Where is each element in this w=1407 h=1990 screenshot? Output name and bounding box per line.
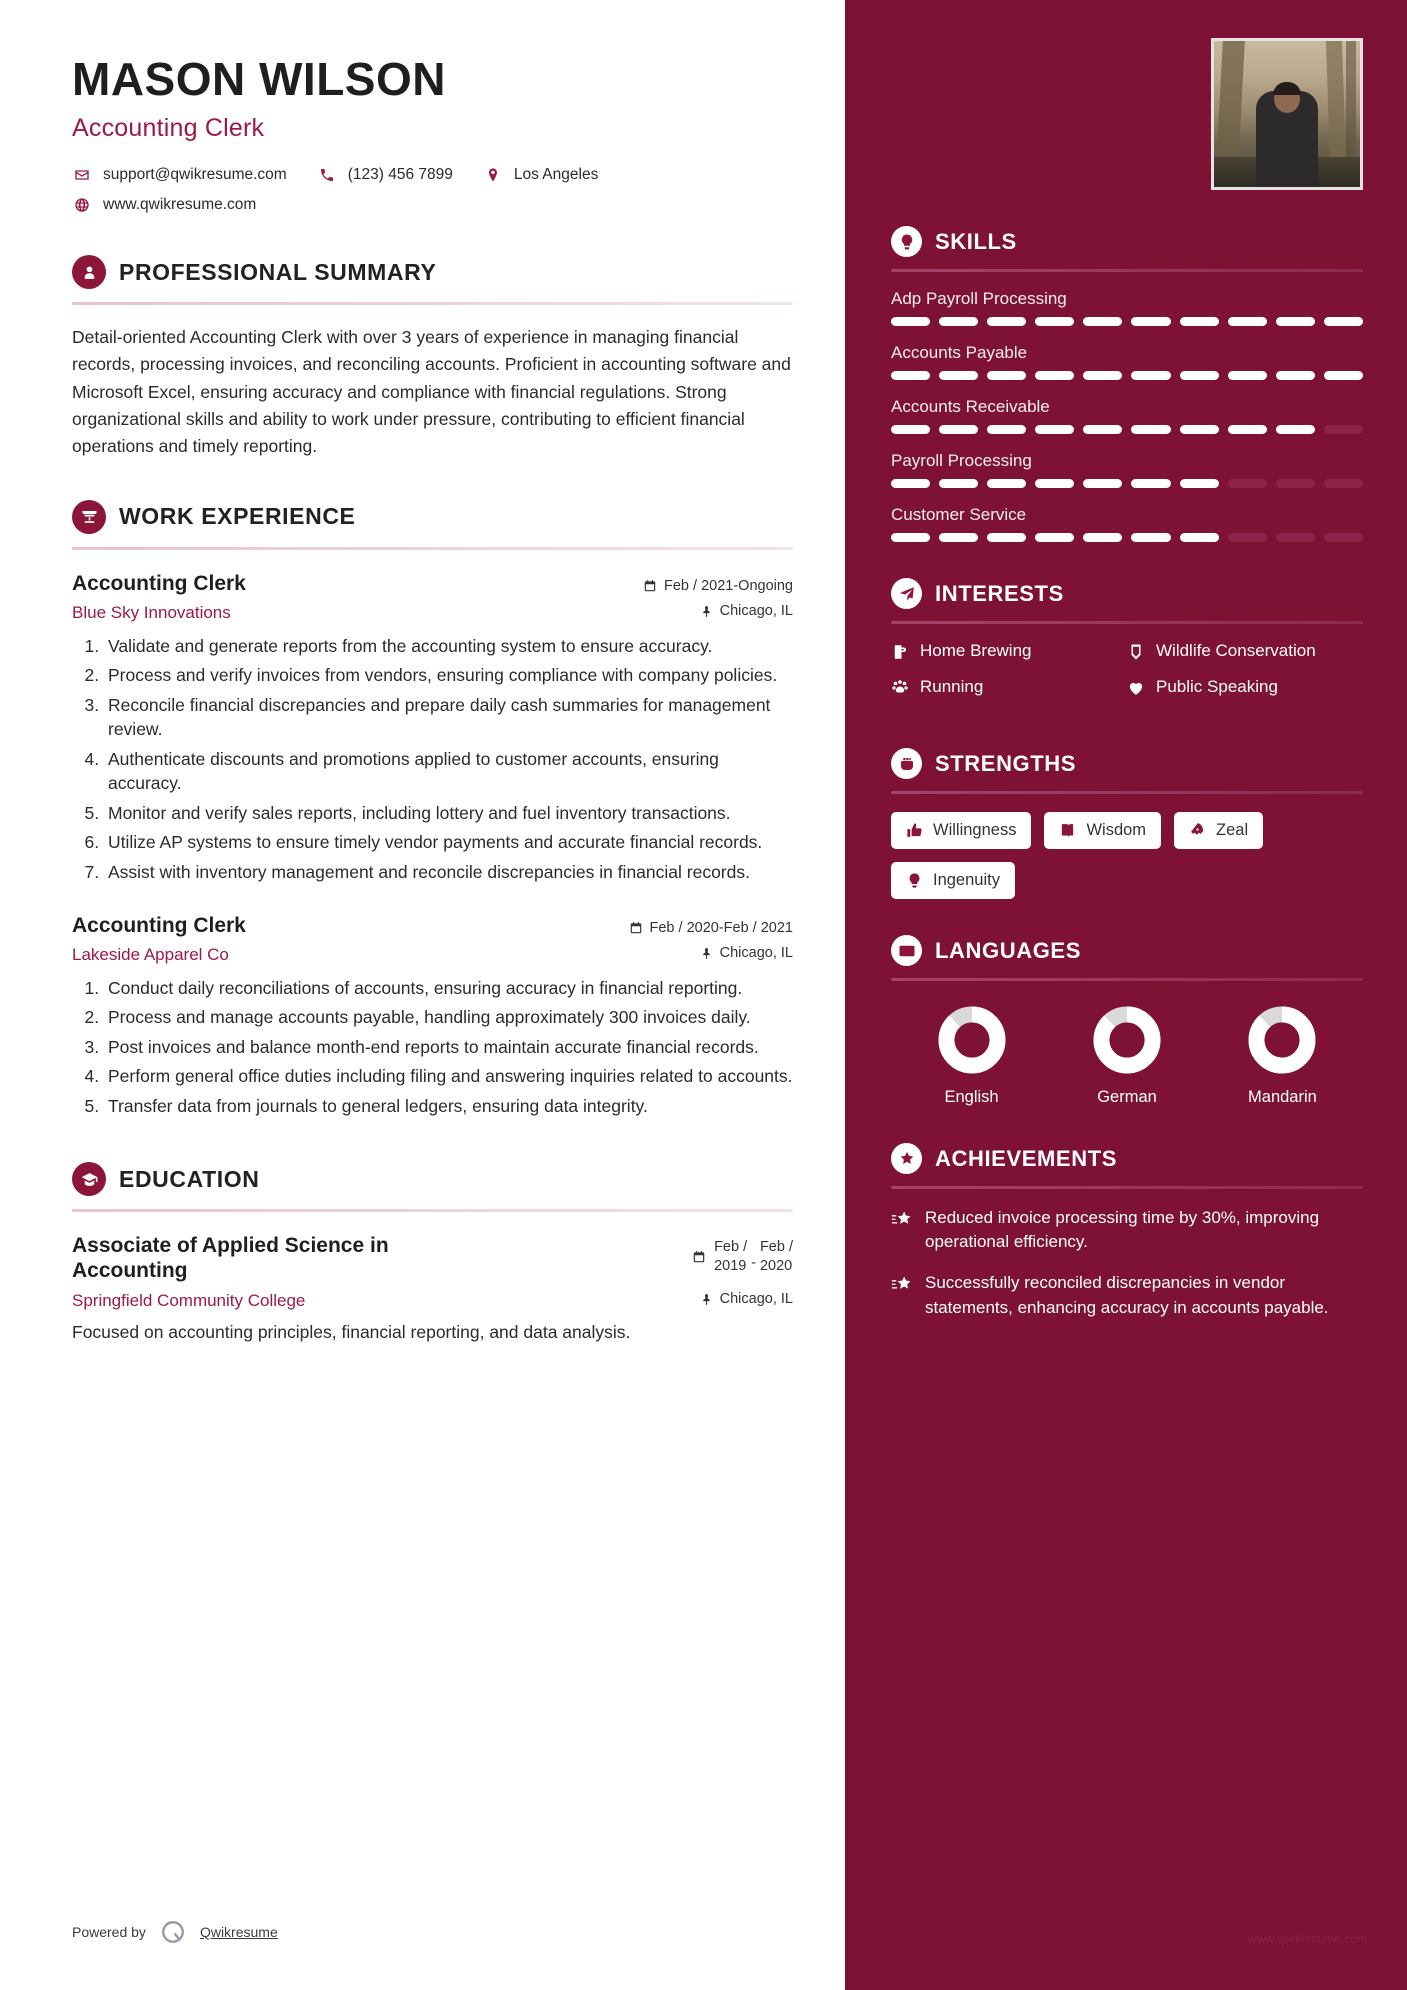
skill-segment: [1276, 371, 1315, 380]
interest-label: Running: [920, 677, 984, 697]
duty-item: 5. Transfer data from journals to general ledgers, ensuring data integrity.: [104, 1094, 793, 1119]
experience-title: Accounting Clerk: [72, 571, 246, 595]
speaking-icon: [1127, 679, 1145, 697]
experience-item: [72, 914, 793, 1118]
skill-segment: [1228, 425, 1267, 434]
skill-segment: [1131, 479, 1170, 488]
skill-segment: [1228, 371, 1267, 380]
section-education: [72, 1162, 793, 1345]
experience-header: [72, 914, 793, 939]
skill-segment: [939, 371, 978, 380]
strength-label: Ingenuity: [933, 871, 1000, 890]
experience-subheader: [72, 945, 793, 965]
section-work-experience: [72, 500, 793, 1119]
strength-item: [891, 862, 1015, 899]
experience-location: [700, 603, 793, 619]
wildlife-icon: [1127, 643, 1145, 661]
section-divider: [891, 269, 1363, 272]
section-achievements: [891, 1143, 1363, 1320]
experience-subheader: [72, 603, 793, 623]
education-date-end-line1: Feb /: [759, 1239, 793, 1256]
education-date-start-line1: Feb /: [714, 1239, 748, 1256]
skill-segment: [1035, 479, 1074, 488]
experience-header: [72, 572, 793, 597]
education-header: [72, 1234, 793, 1284]
section-divider: [72, 302, 793, 305]
skill-item: [891, 451, 1363, 488]
avatar: [1211, 38, 1363, 190]
strength-item: [1044, 812, 1161, 849]
donut-value: [1257, 1015, 1308, 1066]
interest-item: [891, 676, 1127, 698]
duty-item: 7. Assist with inventory management and reconcile discrepancies in financial records.: [104, 860, 793, 885]
education-dates: [692, 1234, 793, 1274]
language-label: German: [1097, 1088, 1157, 1107]
star-badge-icon: [891, 1143, 922, 1174]
section-languages: [891, 935, 1363, 1107]
skill-label: Accounts Receivable: [891, 397, 1050, 416]
skill-segment: [1324, 533, 1363, 542]
skill-segment: [1276, 479, 1315, 488]
experience-company: Lakeside Apparel Co: [72, 944, 229, 964]
contact-location-text: Los Angeles: [513, 166, 599, 184]
interest-item: [891, 640, 1127, 662]
svg-text:A: A: [900, 948, 905, 955]
skill-segment: [891, 479, 930, 488]
skill-segment: [1083, 533, 1122, 542]
skill-segment: [891, 317, 930, 326]
language-donut-chart: [1245, 1003, 1319, 1077]
section-strengths: [891, 748, 1363, 899]
skill-segment: [939, 533, 978, 542]
qwikresume-link[interactable]: Qwikresume: [199, 1924, 278, 1940]
section-divider: [891, 791, 1363, 794]
interest-item: [1127, 676, 1363, 698]
skill-segment: [1035, 317, 1074, 326]
section-header: [891, 935, 1363, 966]
achievement-item: [891, 1271, 1363, 1319]
section-header: [72, 500, 793, 534]
lightbulb-icon: [891, 226, 922, 257]
skill-segment: [987, 533, 1026, 542]
skill-segment: [891, 425, 930, 434]
section-title: LANGUAGES: [935, 937, 1081, 963]
education-date-end-line2: 2020: [759, 1257, 793, 1274]
strength-label: Willingness: [933, 821, 1017, 840]
right-sidebar: [845, 0, 1407, 1990]
running-icon: [891, 679, 909, 697]
powered-by-label: Powered by: [72, 1924, 146, 1940]
job-role-subtitle: Accounting Clerk: [72, 114, 265, 143]
skill-segment: [1131, 317, 1170, 326]
section-title: SKILLS: [935, 228, 1017, 254]
experience-duties: [72, 976, 793, 1119]
date-separator: -: [751, 1254, 756, 1271]
beer-icon: [891, 643, 909, 661]
achievement-item: [891, 1206, 1363, 1254]
skill-segment: [891, 533, 930, 542]
section-title: WORK EXPERIENCE: [119, 503, 356, 530]
experience-duties: [72, 634, 793, 885]
section-title: EDUCATION: [119, 1165, 260, 1192]
skill-label: Adp Payroll Processing: [891, 289, 1067, 308]
interest-label: Public Speaking: [1156, 677, 1278, 697]
language-item: [1206, 1003, 1359, 1107]
skill-segment: [1035, 533, 1074, 542]
experience-title: Accounting Clerk: [72, 914, 246, 938]
contact-email-text: support@qwikresume.com: [103, 166, 287, 184]
duty-item: 5. Monitor and verify sales reports, including lottery and fuel inventory transactions.: [104, 801, 793, 826]
page-title: MASON WILSON: [72, 53, 446, 105]
duty-item: 2. Process and manage accounts payable, handling approximately 300 invoices daily.: [104, 1005, 793, 1030]
strength-item: [1174, 812, 1263, 849]
strength-item: [891, 812, 1031, 849]
education-degree: Associate of Applied Science in Accounting: [72, 1234, 389, 1283]
footer-branding: [72, 1918, 278, 1946]
experience-dates: [629, 914, 794, 936]
map-pin-icon: [483, 165, 503, 185]
skill-segment: [1083, 371, 1122, 380]
section-divider: [891, 978, 1363, 981]
skill-segment: [1180, 371, 1219, 380]
language-item: [895, 1003, 1048, 1107]
contact-location: [483, 165, 598, 185]
education-location-text: Chicago, IL: [719, 1291, 793, 1308]
rocket-icon: [1189, 822, 1206, 839]
skill-segment: [1228, 533, 1267, 542]
contact-phone[interactable]: [317, 165, 453, 185]
pin-icon: [700, 1293, 713, 1306]
skill-label: Customer Service: [891, 505, 1027, 524]
briefcase-icon: [72, 500, 106, 534]
skill-rating-bar: [891, 533, 1363, 542]
calendar-icon: [643, 579, 657, 593]
experience-company: Blue Sky Innovations: [72, 602, 231, 622]
language-label: English: [944, 1088, 999, 1107]
experience-dates-text: Feb / 2020-Feb / 2021: [649, 920, 793, 937]
section-header: [891, 578, 1363, 609]
skill-segment: [1035, 425, 1074, 434]
skill-segment: [1035, 371, 1074, 380]
globe-icon: [72, 195, 92, 215]
skill-segment: [987, 317, 1026, 326]
skill-segment: [1324, 425, 1363, 434]
duty-item: 6. Utilize AP systems to ensure timely vendor payments and accurate financial records.: [104, 830, 793, 855]
education-school: Springfield Community College: [72, 1290, 306, 1310]
duty-item: 3. Reconcile financial discrepancies and prepare daily cash summaries for management review.: [104, 693, 793, 742]
section-header: [72, 255, 793, 289]
section-divider: [72, 1209, 793, 1212]
experience-location-text: Chicago, IL: [719, 603, 793, 620]
skill-segment: [987, 425, 1026, 434]
skill-segment: [987, 371, 1026, 380]
skill-segment: [1131, 425, 1170, 434]
qwikresume-logo-icon: [159, 1918, 187, 1946]
skill-segment: [1228, 317, 1267, 326]
interest-label: Home Brewing: [920, 641, 1032, 660]
contact-block: [72, 165, 793, 215]
education-description: Focused on accounting principles, financial reporting, and data analysis.: [72, 1321, 631, 1342]
skill-rating-bar: [891, 371, 1363, 380]
section-title: INTERESTS: [935, 580, 1064, 606]
experience-location: [700, 945, 793, 961]
shooting-star-icon: [891, 1274, 912, 1295]
bulb-icon: [906, 872, 923, 889]
section-header: [891, 226, 1363, 257]
strength-label: Zeal: [1216, 821, 1249, 840]
skill-segment: [1180, 425, 1219, 434]
section-header: [891, 1143, 1363, 1174]
language-donut-chart: [935, 1003, 1009, 1077]
skill-segment: [1324, 479, 1363, 488]
section-divider: [72, 547, 793, 550]
skill-item: [891, 397, 1363, 434]
section-title: ACHIEVEMENTS: [935, 1145, 1117, 1171]
svg-text:Z: Z: [907, 948, 912, 955]
skill-segment: [987, 479, 1026, 488]
strength-label: Wisdom: [1086, 821, 1147, 840]
language-label: Mandarin: [1248, 1088, 1317, 1107]
fist-icon: [891, 748, 922, 779]
section-professional-summary: [72, 255, 793, 460]
interest-item: [1127, 640, 1363, 662]
skill-segment: [1083, 317, 1122, 326]
skill-segment: [1180, 533, 1219, 542]
person-icon: [72, 255, 106, 289]
phone-icon: [317, 165, 337, 185]
pin-icon: [700, 605, 713, 618]
languages-grid: [891, 1003, 1363, 1107]
shooting-star-icon: [891, 1209, 912, 1230]
language-donut-chart: [1090, 1003, 1164, 1077]
section-divider: [891, 621, 1363, 624]
skill-segment: [1083, 479, 1122, 488]
calendar-icon: [692, 1250, 706, 1264]
paper-plane-icon: [891, 578, 922, 609]
interests-grid: [891, 640, 1363, 712]
section-skills: [891, 226, 1363, 542]
experience-dates-text: Feb / 2021-Ongoing: [664, 577, 793, 594]
section-title: STRENGTHS: [935, 750, 1077, 776]
pin-icon: [700, 947, 713, 960]
skill-segment: [939, 425, 978, 434]
education-location: [700, 1291, 793, 1307]
education-subheader: [72, 1291, 793, 1311]
skill-segment: [1180, 479, 1219, 488]
education-date-start-line2: 2019: [714, 1257, 747, 1274]
skill-rating-bar: [891, 479, 1363, 488]
duty-item: 4. Authenticate discounts and promotions applied to customer accounts, ensuring accuracy.: [104, 747, 793, 796]
skill-segment: [939, 479, 978, 488]
experience-item: [72, 572, 793, 884]
duty-item: 2. Process and verify invoices from vendors, ensuring compliance with company policies.: [104, 663, 793, 688]
contact-website-text: www.qwikresume.com: [103, 196, 257, 214]
skill-segment: [1131, 533, 1170, 542]
language-item: [1050, 1003, 1203, 1107]
calendar-icon: [629, 921, 643, 935]
section-header: [72, 1162, 793, 1196]
skill-item: [891, 289, 1363, 326]
section-interests: [891, 578, 1363, 712]
skill-segment: [1276, 317, 1315, 326]
thumbs-up-icon: [906, 822, 923, 839]
experience-location-text: Chicago, IL: [719, 945, 793, 962]
graduation-cap-icon: [72, 1162, 106, 1196]
book-icon: [1059, 822, 1076, 839]
duty-item: 1. Conduct daily reconciliations of accounts, ensuring accuracy in financial reporting.: [104, 976, 793, 1001]
summary-text: Detail-oriented Accounting Clerk with over 3 years of experience in managing financial records, processing invoices, and reconciling accounts. Proficient in accounting software and Microsoft Excel, ensuring accuracy and compliance with financial regulations. Strong organizational skills and ability to work under pressure, contributing to efficient financial operations and timely reporting.: [72, 327, 791, 456]
envelope-icon: [72, 165, 92, 185]
skill-segment: [1228, 479, 1267, 488]
section-title: PROFESSIONAL SUMMARY: [119, 258, 437, 285]
translate-icon: [891, 935, 922, 966]
duty-item: 3. Post invoices and balance month-end reports to maintain accurate financial records.: [104, 1035, 793, 1060]
skill-item: [891, 343, 1363, 380]
section-header: [891, 748, 1363, 779]
watermark: www.qwikresume.com: [1248, 1932, 1367, 1946]
contact-phone-text: (123) 456 7899: [347, 166, 453, 184]
strengths-grid: [891, 812, 1363, 899]
donut-value: [946, 1015, 997, 1066]
skill-segment: [1276, 425, 1315, 434]
skill-label: Accounts Payable: [891, 343, 1028, 362]
contact-website[interactable]: [72, 195, 256, 215]
duty-item: 1. Validate and generate reports from the accounting system to ensure accuracy.: [104, 634, 793, 659]
skill-segment: [1131, 371, 1170, 380]
skill-item: [891, 505, 1363, 542]
education-date-end: [760, 1238, 793, 1274]
education-date-start: [714, 1238, 747, 1274]
interest-label: Wildlife Conservation: [1156, 641, 1316, 660]
skill-segment: [891, 371, 930, 380]
skill-rating-bar: [891, 425, 1363, 434]
skill-segment: [1180, 317, 1219, 326]
experience-dates: [643, 572, 793, 594]
skill-segment: [939, 317, 978, 326]
skill-segment: [1083, 425, 1122, 434]
skill-segment: [1324, 371, 1363, 380]
section-divider: [891, 1186, 1363, 1189]
achievement-text: Successfully reconciled discrepancies in vendor statements, enhancing accuracy in accounts payable.: [925, 1273, 1329, 1317]
contact-row-2: [72, 195, 793, 215]
skill-segment: [1276, 533, 1315, 542]
education-item: [72, 1234, 793, 1345]
donut-value: [1101, 1015, 1152, 1066]
contact-email[interactable]: [72, 165, 287, 185]
duty-item: 4. Perform general office duties including filing and answering inquiries related to accounts.: [104, 1064, 793, 1089]
skill-rating-bar: [891, 317, 1363, 326]
skill-label: Payroll Processing: [891, 451, 1032, 470]
contact-row-1: [72, 165, 793, 185]
achievement-text: Reduced invoice processing time by 30%, improving operational efficiency.: [925, 1208, 1320, 1252]
skill-segment: [1324, 317, 1363, 326]
